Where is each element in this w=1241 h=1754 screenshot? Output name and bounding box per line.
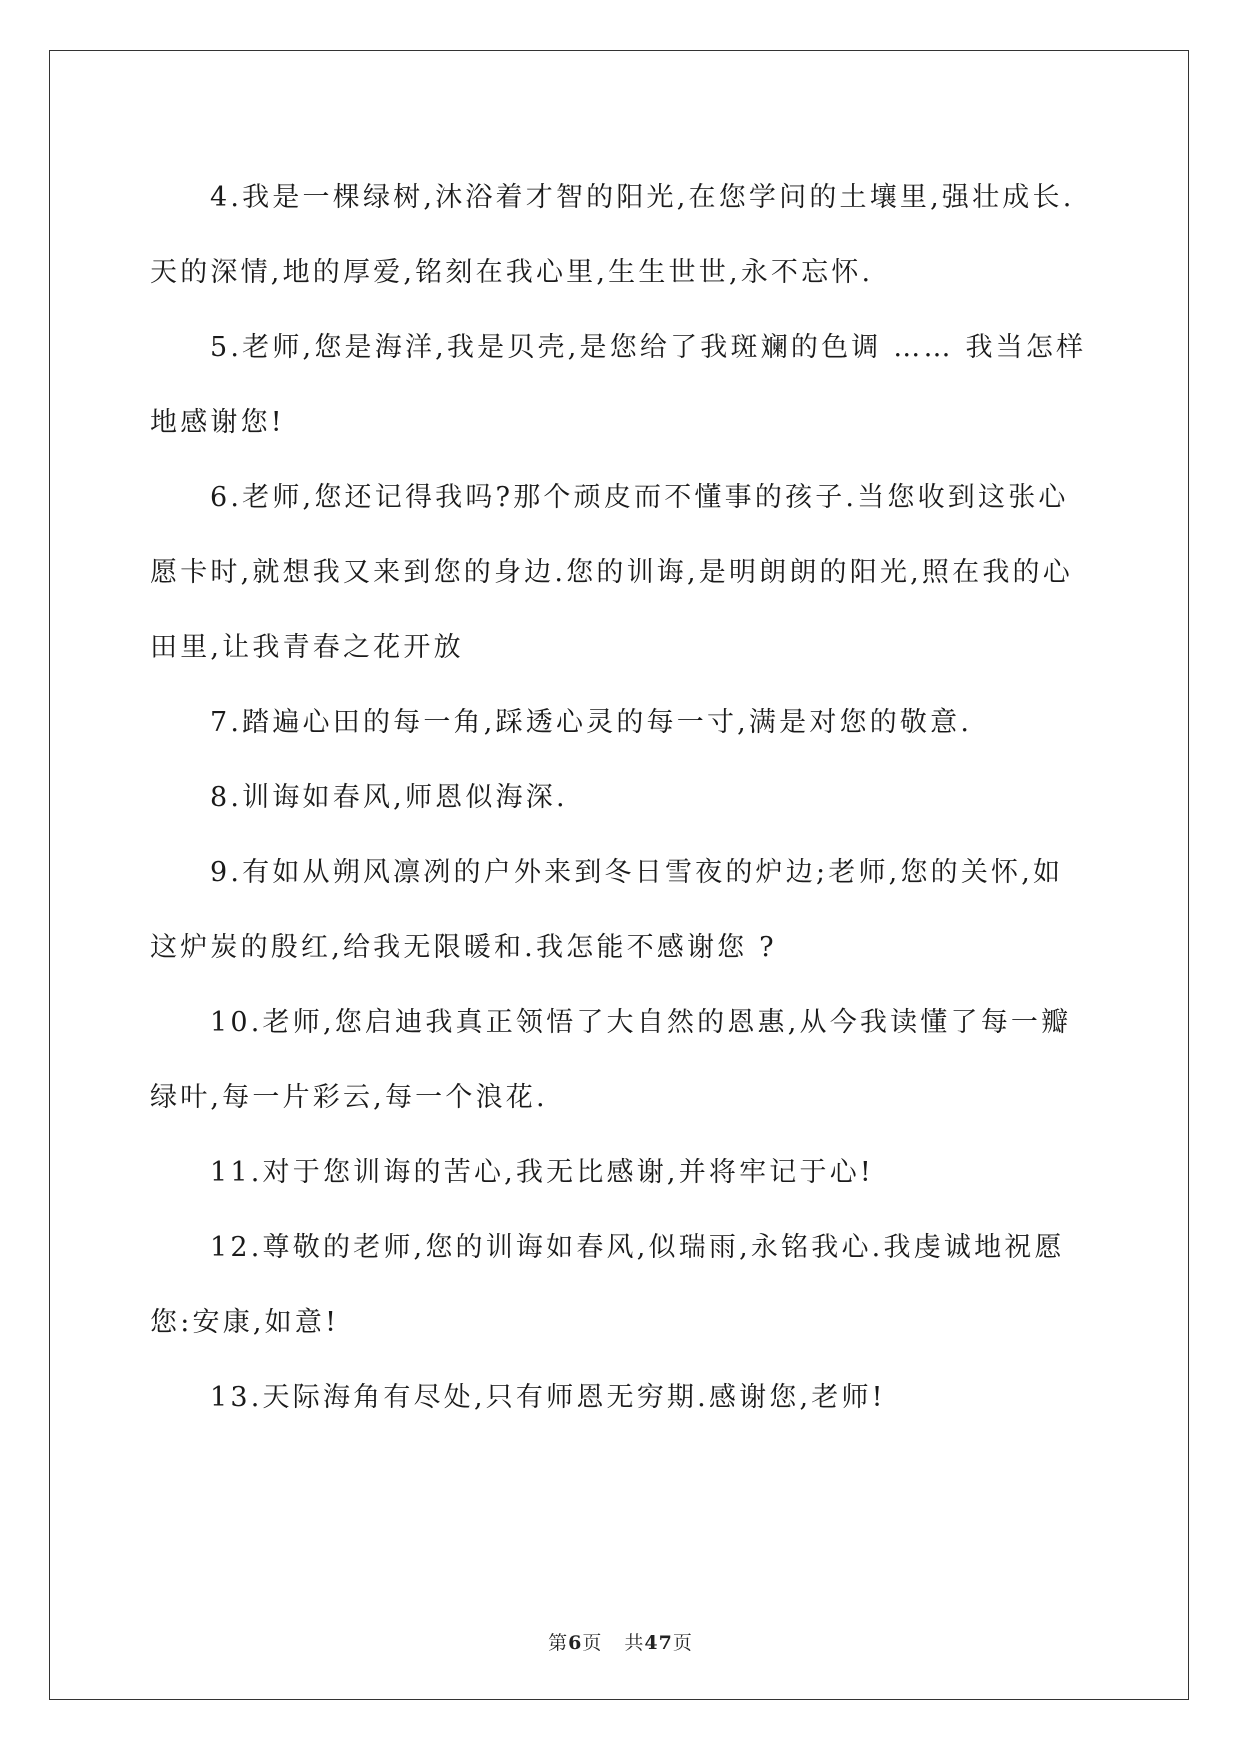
paragraph-9: 9.有如从朔风凛冽的户外来到冬日雪夜的炉边;老师,您的关怀,如这炉炭的殷红,给我无限暖和.我怎能不感谢您 ? xyxy=(150,857,1064,963)
page-footer xyxy=(0,1628,1241,1655)
page-suffix: 页 xyxy=(582,1632,603,1654)
paragraph-8: 8.训诲如春风,师恩似海深. xyxy=(210,782,568,813)
paragraph-10: 10.老师,您启迪我真正领悟了大自然的恩惠,从今我读懂了每一瓣绿叶,每一片彩云,每一个浪花. xyxy=(150,1007,1072,1113)
total-pages: 47 xyxy=(644,1632,673,1654)
paragraph-13: 13.天际海角有尽处,只有师恩无穷期.感谢您,老师! xyxy=(210,1382,886,1413)
total-suffix: 页 xyxy=(672,1632,693,1654)
page-number: 6 xyxy=(568,1632,583,1654)
document-body xyxy=(150,160,1090,1435)
paragraph-5: 5.老师,您是海洋,我是贝壳,是您给了我斑斓的色调 …… 我当怎样地感谢您! xyxy=(150,332,1087,438)
paragraph-4: 4.我是一棵绿树,沐浴着才智的阳光,在您学问的土壤里,强壮成长.天的深情,地的厚爱,铭刻在我心里,生生世世,永不忘怀. xyxy=(150,182,1075,288)
total-prefix: 共 xyxy=(624,1632,645,1654)
paragraph-12: 12.尊敬的老师,您的训诲如春风,似瑞雨,永铭我心.我虔诚地祝愿您:安康,如意! xyxy=(150,1232,1065,1338)
paragraph-7: 7.踏遍心田的每一角,踩透心灵的每一寸,满是对您的敬意. xyxy=(210,707,973,738)
page-prefix: 第 xyxy=(548,1632,569,1654)
paragraph-11: 11.对于您训诲的苦心,我无比感谢,并将牢记于心! xyxy=(210,1157,874,1188)
paragraph-6: 6.老师,您还记得我吗?那个顽皮而不懂事的孩子.当您收到这张心愿卡时,就想我又来到您的身边.您的训诲,是明朗朗的阳光,照在我的心田里,让我青春之花开放 xyxy=(150,482,1073,663)
